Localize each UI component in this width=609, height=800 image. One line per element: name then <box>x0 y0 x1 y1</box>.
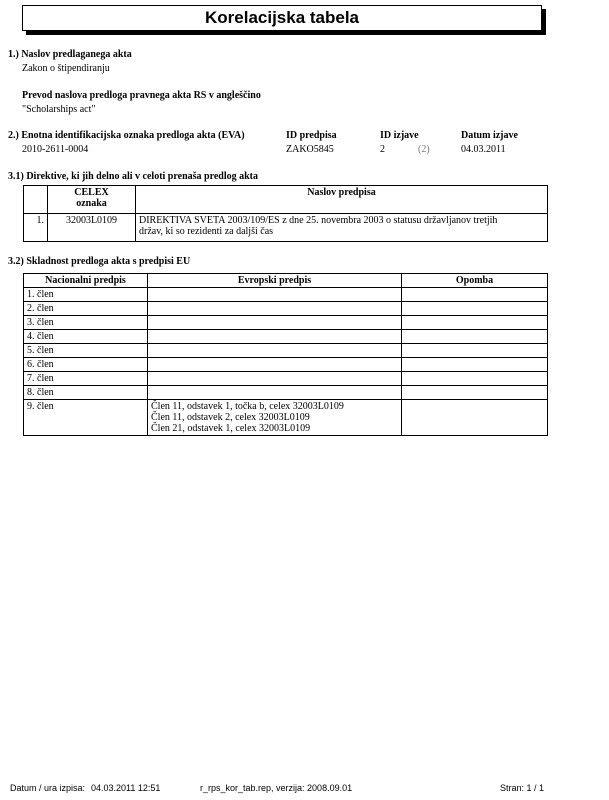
nacionalni-cell: 5. člen <box>24 344 148 358</box>
directive-title-line2: držav, ki so rezidenti za daljši čas <box>139 226 274 237</box>
celex-header <box>48 186 136 214</box>
id-predpisa-value: ZAKO5845 <box>286 144 334 155</box>
nacionalni-cell: 2. člen <box>24 302 148 316</box>
opomba-cell <box>402 358 548 372</box>
table-row <box>24 330 548 344</box>
opomba-cell <box>402 344 548 358</box>
evropski-cell <box>148 372 402 386</box>
nacionalni-cell: 9. člen <box>24 400 148 436</box>
datum-izjave-label: Datum izjave <box>461 130 518 141</box>
opomba-header: Opomba <box>402 274 548 288</box>
evropski-cell <box>148 330 402 344</box>
opomba-cell <box>402 316 548 330</box>
directives-num-header <box>24 186 48 214</box>
datum-izjave-value: 04.03.2011 <box>461 144 506 155</box>
compliance-header-row <box>24 274 548 288</box>
table-row <box>24 214 548 242</box>
directive-num: 1. <box>24 214 48 242</box>
directive-celex: 32003L0109 <box>48 214 136 242</box>
nacionalni-cell: 1. člen <box>24 288 148 302</box>
celex-header-line1: CELEX <box>74 187 109 198</box>
evropski-line: Člen 11, odstavek 1, točka b, celex 32003L0109 <box>151 401 344 412</box>
footer-datum: 04.03.2011 12:51 <box>91 783 161 793</box>
eva-value: 2010-2611-0004 <box>22 144 89 155</box>
id-izjave-paren: (2) <box>418 144 430 155</box>
id-izjave-label: ID izjave <box>380 130 419 141</box>
table-row <box>24 302 548 316</box>
table-row <box>24 316 548 330</box>
nacionalni-header: Nacionalni predpis <box>24 274 148 288</box>
document-title-box <box>22 5 542 31</box>
act-title-value: Zakon o štipendiranju <box>22 63 110 74</box>
compliance-table <box>23 273 548 436</box>
nacionalni-cell: 8. člen <box>24 386 148 400</box>
evropski-line: Člen 21, odstavek 1, celex 32003L0109 <box>151 423 311 434</box>
opomba-cell <box>402 372 548 386</box>
evropski-cell <box>148 344 402 358</box>
evropski-cell <box>148 302 402 316</box>
evropski-cell <box>148 358 402 372</box>
evropski-cell <box>148 400 402 436</box>
opomba-cell <box>402 288 548 302</box>
footer-page: Stran: 1 / 1 <box>500 783 545 793</box>
table-row <box>24 288 548 302</box>
directive-title <box>136 214 548 242</box>
translation-heading: Prevod naslova predloga pravnega akta RS v angleščino <box>22 90 261 101</box>
footer-report: r_rps_kor_tab.rep, verzija: 2008.09.01 <box>200 783 353 793</box>
opomba-cell <box>402 400 548 436</box>
footer-datum-label: Datum / ura izpisa: <box>10 783 86 793</box>
directive-title-line1: DIREKTIVA SVETA 2003/109/ES z dne 25. novembra 2003 o statusu državljanov tretjih <box>139 215 498 226</box>
id-predpisa-label: ID predpisa <box>286 130 337 141</box>
nacionalni-cell: 7. člen <box>24 372 148 386</box>
nacionalni-cell: 6. člen <box>24 358 148 372</box>
table-row <box>24 386 548 400</box>
document-title: Korelacijska tabela <box>204 8 360 27</box>
section32-heading: 3.2) Skladnost predloga akta s predpisi EU <box>8 256 191 267</box>
section31-heading: 3.1) Direktive, ki jih delno ali v celoti prenaša predlog akta <box>8 171 259 182</box>
evropski-header: Evropski predpis <box>148 274 402 288</box>
opomba-cell <box>402 330 548 344</box>
evropski-cell <box>148 386 402 400</box>
naslov-header: Naslov predpisa <box>136 186 548 214</box>
opomba-cell <box>402 302 548 316</box>
id-izjave-value: 2 <box>380 144 385 155</box>
celex-header-line2: oznaka <box>76 198 107 209</box>
section2-heading: 2.) Enotna identifikacijska oznaka predloga akta (EVA) <box>8 130 245 141</box>
translation-value: "Scholarships act" <box>22 104 96 115</box>
nacionalni-cell: 3. člen <box>24 316 148 330</box>
section1-heading: 1.) Naslov predlaganega akta <box>8 49 132 60</box>
table-row <box>24 372 548 386</box>
table-row <box>24 358 548 372</box>
opomba-cell <box>402 386 548 400</box>
evropski-cell <box>148 288 402 302</box>
evropski-cell <box>148 316 402 330</box>
evropski-line: Člen 11, odstavek 2, celex 32003L0109 <box>151 412 310 423</box>
nacionalni-cell: 4. člen <box>24 330 148 344</box>
directives-header-row <box>24 186 548 214</box>
table-row <box>24 344 548 358</box>
directives-table <box>23 185 548 242</box>
table-row <box>24 400 548 436</box>
